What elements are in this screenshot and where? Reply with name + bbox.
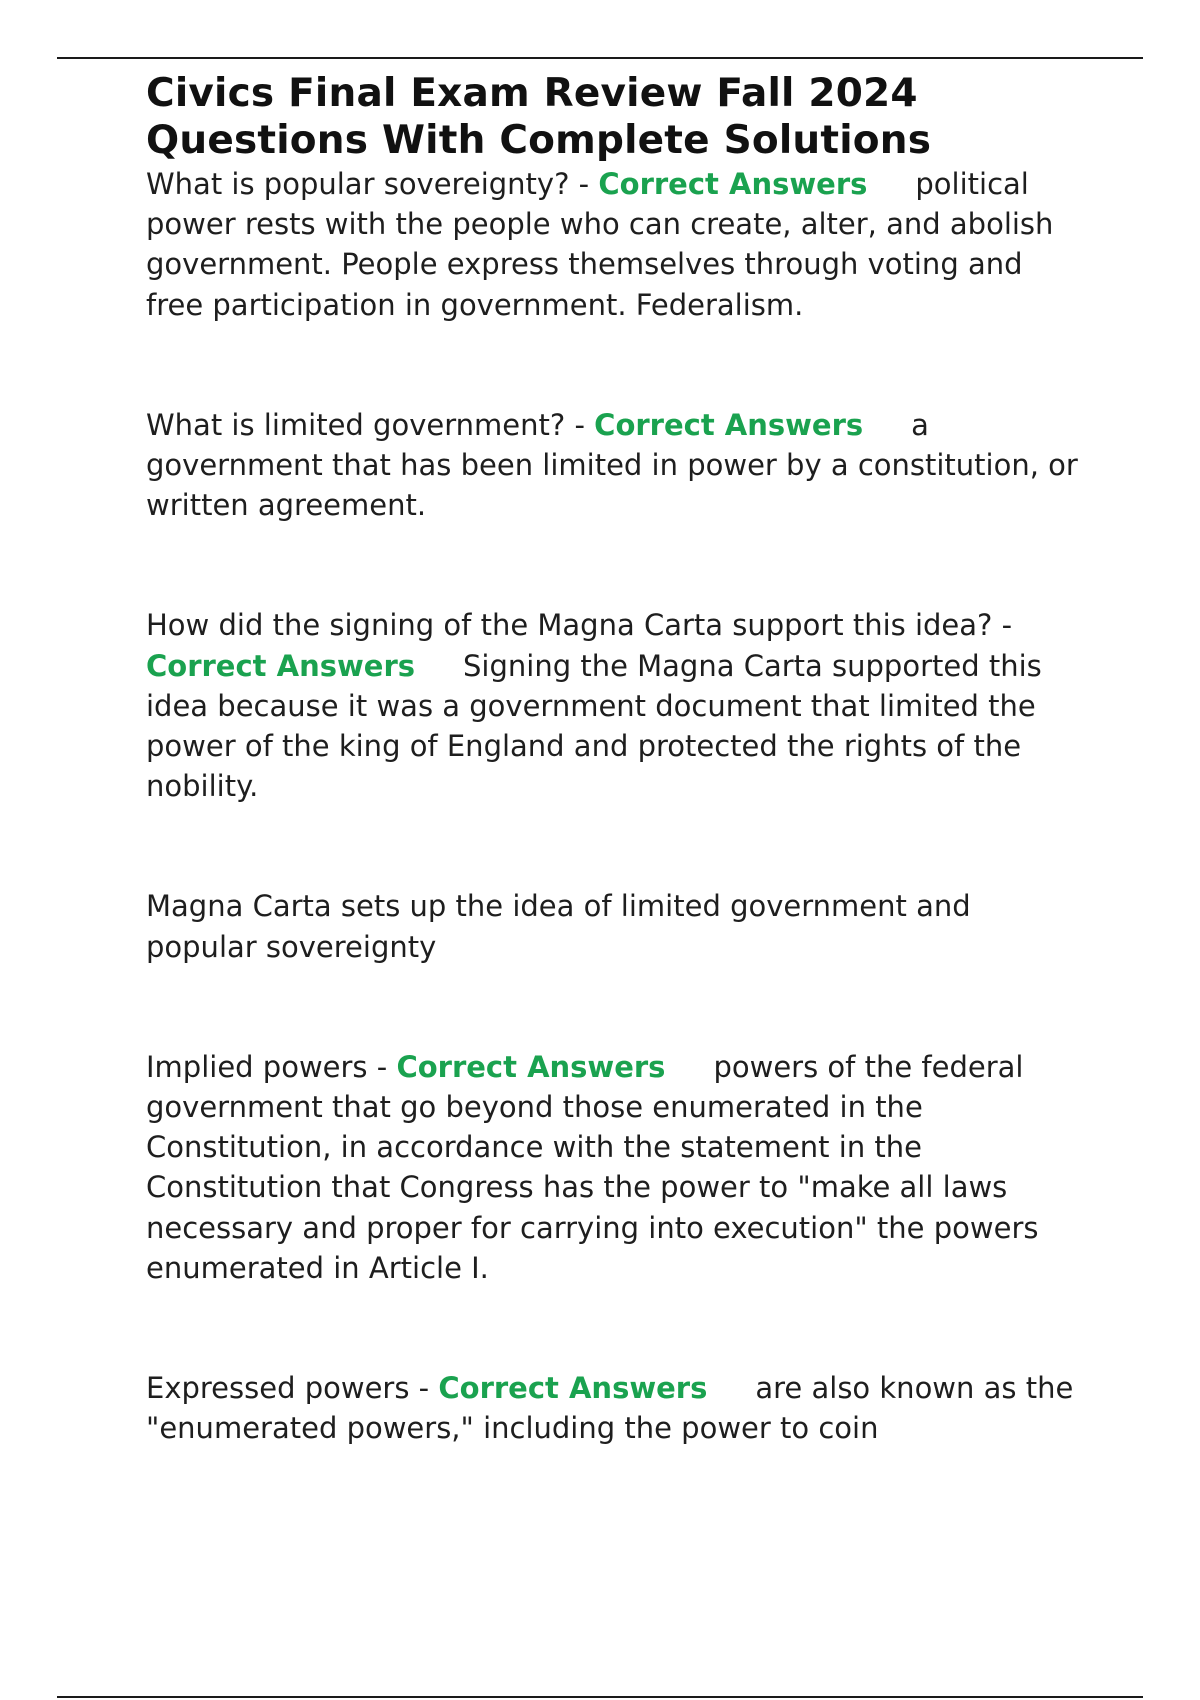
- qa-entry-popular-sovereignty: [146, 164, 1088, 325]
- answer-text: Signing the Magna Carta supported this idea because it was a government document that limited the power of the king of England and protected the rights of the nobility.: [146, 648, 1042, 804]
- correct-answers-label: Correct Answers: [438, 1371, 708, 1406]
- correct-answers-label: Correct Answers: [594, 407, 864, 442]
- qa-entry-magna-carta: [146, 605, 1088, 806]
- document-title: Civics Final Exam Review Fall 2024 Questions With Complete Solutions: [146, 71, 932, 163]
- answer-text: political power rests with the people who can create, alter, and abolish government. People express themselves through voting and free participation in government. Federalism.: [146, 167, 1054, 322]
- document-body: [146, 70, 1088, 1448]
- answer-text: are also known as the "enumerated powers," including the power to coin: [146, 1371, 1074, 1446]
- qa-entry-implied-powers: [146, 1047, 1088, 1288]
- note-magna-carta: Magna Carta sets up the idea of limited government and popular sovereignty: [146, 889, 971, 964]
- question-text: How did the signing of the Magna Carta support this idea? -: [146, 608, 1013, 643]
- question-text: Expressed powers -: [146, 1371, 430, 1406]
- answer-text: powers of the federal government that go beyond those enumerated in the Constitution, in accordance with the statement in the Constitution that Congress has the power to "make all laws necessary and proper for carrying into execution" the powers enumerated in Article I.: [146, 1049, 1039, 1285]
- question-text: What is popular sovereignty? -: [146, 167, 590, 201]
- qa-entry-limited-government: [146, 405, 1088, 526]
- correct-answers-label: Correct Answers: [598, 167, 868, 201]
- correct-answers-label: Correct Answers: [396, 1049, 666, 1084]
- top-rule: [57, 57, 1143, 59]
- question-text: What is limited government? -: [146, 407, 585, 442]
- qa-entry-expressed-powers: [146, 1368, 1088, 1448]
- bottom-rule: [57, 1696, 1143, 1698]
- answer-text: a government that has been limited in power by a constitution, or written agreement.: [146, 407, 1078, 523]
- correct-answers-label: Correct Answers: [146, 648, 416, 683]
- question-text: Implied powers -: [146, 1049, 388, 1084]
